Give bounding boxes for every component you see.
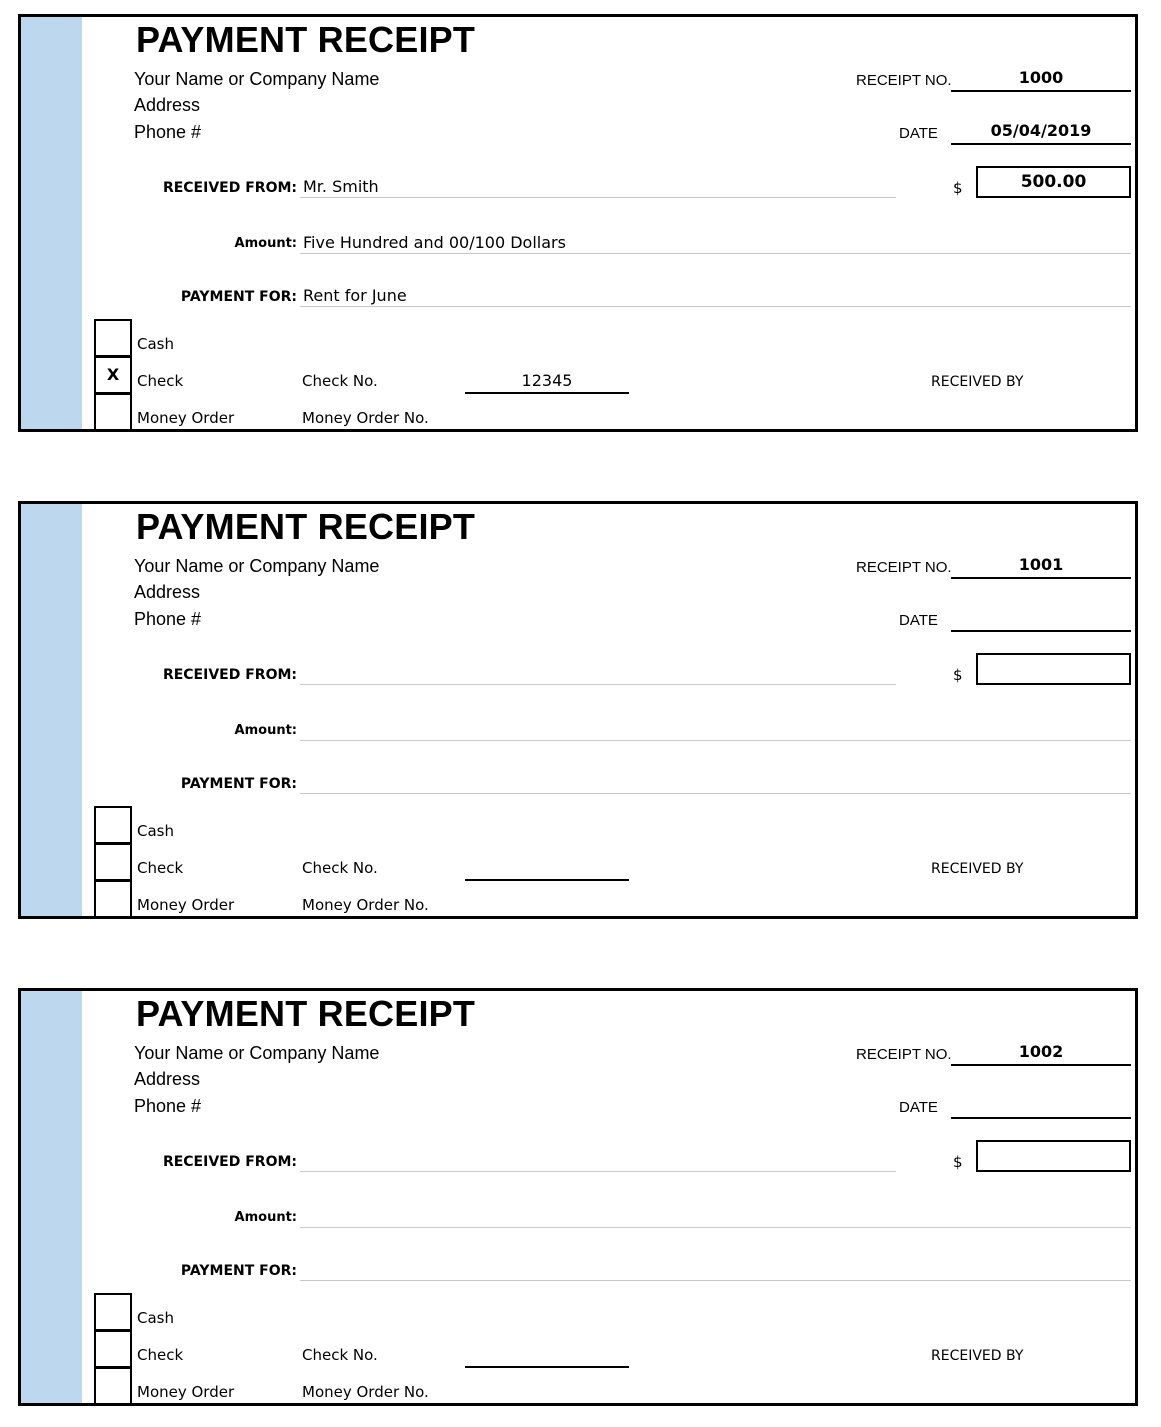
check-no-label: Check No. [302,859,378,877]
cash-checkbox[interactable] [94,806,132,844]
money-order-checkbox[interactable] [94,1367,132,1405]
check-label: Check [137,1346,184,1364]
check-checkbox[interactable] [94,1330,132,1368]
receipt-no-value[interactable]: 1002 [1018,1042,1064,1061]
cash-label: Cash [137,335,174,353]
receipt-1 [18,14,1138,432]
check-no-label: Check No. [302,1346,378,1364]
date-underline [951,1117,1131,1119]
company-address: Address [134,95,201,115]
dollar-sign: $ [953,1153,963,1171]
money-order-checkbox[interactable] [94,880,132,918]
received-from-label: RECEIVED FROM: [162,1154,297,1170]
date-value[interactable]: 05/04/2019 [990,121,1092,140]
check-no-label: Check No. [302,372,378,390]
date-label: DATE [899,125,938,142]
cash-checkbox[interactable] [94,1293,132,1331]
received-from-underline [300,197,896,198]
received-by-signature-line[interactable] [813,916,1131,918]
money-order-label: Money Order [137,1383,235,1401]
received-by-label: RECEIVED BY [931,374,1024,390]
date-underline [951,630,1131,632]
amount-label: Amount: [234,1210,297,1225]
company-address: Address [134,582,201,602]
company-phone: Phone # [134,122,202,142]
date-label: DATE [899,1099,938,1116]
side-stripe [21,991,82,1403]
money-order-checkbox[interactable] [94,393,132,431]
cash-label: Cash [137,1309,174,1327]
check-checkbox[interactable]: X [94,356,132,394]
received-from-value[interactable]: Mr. Smith [303,177,379,196]
receipt-no-value[interactable]: 1000 [1018,68,1064,87]
receipt-no-label: RECEIPT NO. [856,72,952,89]
payment-for-underline [300,1280,1131,1281]
received-from-underline [300,1171,896,1172]
cash-checkbox[interactable] [94,319,132,357]
money-order-no-label: Money Order No. [302,896,429,914]
side-stripe [21,504,82,916]
received-from-label: RECEIVED FROM: [162,180,297,196]
check-no-underline [465,1366,629,1368]
cash-label: Cash [137,822,174,840]
date-label: DATE [899,612,938,629]
check-no-underline [465,392,629,394]
receipt-no-underline [951,577,1131,579]
check-label: Check [137,859,184,877]
amount-words-underline [300,253,1131,254]
payment-for-label: PAYMENT FOR: [180,289,297,305]
amount-words-underline [300,1227,1131,1228]
received-from-label: RECEIVED FROM: [162,667,297,683]
receipt-no-value[interactable]: 1001 [1018,555,1064,574]
received-by-label: RECEIVED BY [931,1348,1024,1364]
payment-for-label: PAYMENT FOR: [180,776,297,792]
payment-for-value[interactable]: Rent for June [303,286,407,305]
amount-box[interactable] [976,1140,1131,1172]
receipt-no-label: RECEIPT NO. [856,1046,952,1063]
company-name: Your Name or Company Name [134,556,380,576]
amount-words-value[interactable]: Five Hundred and 00/100 Dollars [303,233,566,252]
dollar-sign: $ [953,179,963,197]
receipt-title: PAYMENT RECEIPT [136,993,476,1034]
receipt-3 [18,988,1138,1406]
side-stripe [21,17,82,429]
amount-label: Amount: [234,723,297,738]
payment-for-underline [300,793,1131,794]
amount-box[interactable]: 500.00 [976,166,1131,198]
payment-for-label: PAYMENT FOR: [180,1263,297,1279]
check-no-underline [465,879,629,881]
company-name: Your Name or Company Name [134,1043,380,1063]
amount-words-underline [300,740,1131,741]
received-by-signature-line[interactable] [813,429,1131,431]
payment-for-underline [300,306,1131,307]
money-order-label: Money Order [137,896,235,914]
money-order-no-label: Money Order No. [302,409,429,427]
receipt-no-label: RECEIPT NO. [856,559,952,576]
received-by-signature-line[interactable] [813,1403,1131,1405]
date-underline [951,143,1131,145]
receipt-title: PAYMENT RECEIPT [136,506,476,547]
check-no-value[interactable]: 12345 [521,371,573,390]
check-label: Check [137,372,184,390]
money-order-no-label: Money Order No. [302,1383,429,1401]
receipt-title: PAYMENT RECEIPT [136,19,476,60]
money-order-label: Money Order [137,409,235,427]
received-by-label: RECEIVED BY [931,861,1024,877]
received-from-underline [300,684,896,685]
company-address: Address [134,1069,201,1089]
amount-label: Amount: [234,236,297,251]
company-name: Your Name or Company Name [134,69,380,89]
receipt-2 [18,501,1138,919]
company-phone: Phone # [134,1096,202,1116]
dollar-sign: $ [953,666,963,684]
check-checkbox[interactable] [94,843,132,881]
company-phone: Phone # [134,609,202,629]
money-order-no-underline [465,916,629,918]
receipt-no-underline [951,1064,1131,1066]
money-order-no-underline [465,1403,629,1405]
amount-box[interactable] [976,653,1131,685]
money-order-no-underline [465,429,629,431]
receipt-no-underline [951,90,1131,92]
